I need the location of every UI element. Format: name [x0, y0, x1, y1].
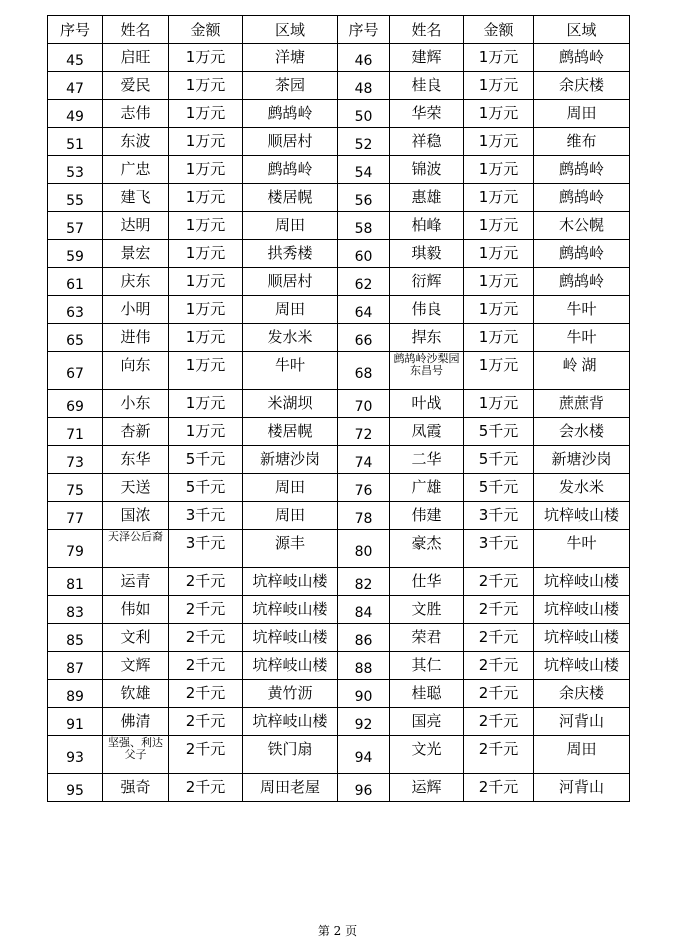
donor-name: 文光: [390, 736, 464, 774]
donor-name: 国亮: [390, 708, 464, 736]
header-index: 序号: [48, 16, 103, 44]
donation-amount: 1万元: [169, 352, 243, 390]
row-number: 86: [338, 624, 390, 652]
donor-area: 顺居村: [243, 268, 338, 296]
row-number: 83: [48, 596, 103, 624]
row-number: 60: [338, 240, 390, 268]
donor-name: 锦波: [390, 156, 464, 184]
table-row: [48, 296, 630, 324]
donor-name: 天送: [103, 474, 169, 502]
donation-amount: 1万元: [169, 44, 243, 72]
table-row: [48, 128, 630, 156]
donation-amount: 1万元: [464, 44, 534, 72]
row-number: 72: [338, 418, 390, 446]
donor-area: 洋塘: [243, 44, 338, 72]
table-row: [48, 446, 630, 474]
table-row: [48, 474, 630, 502]
donor-name: 广忠: [103, 156, 169, 184]
row-number: 81: [48, 568, 103, 596]
donor-name: 仕华: [390, 568, 464, 596]
donor-name: 文利: [103, 624, 169, 652]
donor-area: 蔗蔗背: [534, 390, 630, 418]
donor-name: 天泽公后裔: [103, 530, 169, 568]
donor-area: 坑梓岐山楼: [243, 596, 338, 624]
donor-name: 志伟: [103, 100, 169, 128]
table-row: [48, 44, 630, 72]
row-number: 53: [48, 156, 103, 184]
donor-area: 新塘沙岗: [534, 446, 630, 474]
donor-name: 小明: [103, 296, 169, 324]
donor-area: 周田: [243, 212, 338, 240]
row-number: 78: [338, 502, 390, 530]
donor-area: 坑梓岐山楼: [534, 596, 630, 624]
table-row: [48, 680, 630, 708]
donation-amount: 1万元: [169, 268, 243, 296]
donor-name: 爱民: [103, 72, 169, 100]
row-number: 90: [338, 680, 390, 708]
donor-area: 牛叶: [534, 324, 630, 352]
donor-name: 二华: [390, 446, 464, 474]
row-number: 61: [48, 268, 103, 296]
donor-name: 凤霞: [390, 418, 464, 446]
table-row: [48, 568, 630, 596]
donor-area: 周田: [243, 502, 338, 530]
donation-amount: 1万元: [169, 156, 243, 184]
row-number: 68: [338, 352, 390, 390]
donor-area: 牛叶: [534, 530, 630, 568]
header-name: 姓名: [390, 16, 464, 44]
donor-area: 坑梓岐山楼: [534, 624, 630, 652]
table-row: [48, 100, 630, 128]
donation-amount: 1万元: [464, 268, 534, 296]
donation-amount: 2千元: [464, 680, 534, 708]
row-number: 54: [338, 156, 390, 184]
donor-name: 鹧鸪岭沙梨园东昌号: [390, 352, 464, 390]
row-number: 94: [338, 736, 390, 774]
row-number: 91: [48, 708, 103, 736]
donor-area: 余庆楼: [534, 72, 630, 100]
donor-name: 东华: [103, 446, 169, 474]
donation-amount: 1万元: [169, 184, 243, 212]
donation-amount: 1万元: [464, 128, 534, 156]
donor-area: 新塘沙岗: [243, 446, 338, 474]
donation-amount: 3千元: [464, 530, 534, 568]
row-number: 80: [338, 530, 390, 568]
donor-name: 东波: [103, 128, 169, 156]
header-area: 区域: [534, 16, 630, 44]
row-number: 79: [48, 530, 103, 568]
donor-area: 周田: [243, 474, 338, 502]
row-number: 64: [338, 296, 390, 324]
donor-name: 国浓: [103, 502, 169, 530]
donation-amount: 1万元: [169, 240, 243, 268]
row-number: 59: [48, 240, 103, 268]
donation-amount: 1万元: [464, 100, 534, 128]
donor-area: 楼居幌: [243, 418, 338, 446]
donation-amount: 2千元: [464, 774, 534, 802]
row-number: 88: [338, 652, 390, 680]
table-row: [48, 240, 630, 268]
donor-area: 周田: [534, 736, 630, 774]
donor-name: 叶战: [390, 390, 464, 418]
donor-name: 建辉: [390, 44, 464, 72]
row-number: 82: [338, 568, 390, 596]
header-amount: 金额: [464, 16, 534, 44]
table-row: [48, 352, 630, 390]
donor-name: 桂聪: [390, 680, 464, 708]
row-number: 62: [338, 268, 390, 296]
donor-area: 铁门扇: [243, 736, 338, 774]
donation-amount: 2千元: [464, 736, 534, 774]
table-row: [48, 184, 630, 212]
donation-amount: 2千元: [169, 624, 243, 652]
donor-name: 庆东: [103, 268, 169, 296]
donor-area: 发水米: [243, 324, 338, 352]
donation-amount: 2千元: [464, 596, 534, 624]
row-number: 46: [338, 44, 390, 72]
donor-name: 景宏: [103, 240, 169, 268]
row-number: 77: [48, 502, 103, 530]
donor-name: 华荣: [390, 100, 464, 128]
donor-area: 坑梓岐山楼: [534, 502, 630, 530]
header-area: 区域: [243, 16, 338, 44]
table-row: [48, 212, 630, 240]
donor-area: 鹧鸪岭: [243, 100, 338, 128]
donor-name: 佛清: [103, 708, 169, 736]
donor-area: 楼居幌: [243, 184, 338, 212]
row-number: 48: [338, 72, 390, 100]
donor-area: 米湖坝: [243, 390, 338, 418]
donor-area: 牛叶: [534, 296, 630, 324]
row-number: 65: [48, 324, 103, 352]
donation-amount: 2千元: [169, 652, 243, 680]
table-row: [48, 596, 630, 624]
donation-amount: 1万元: [464, 324, 534, 352]
donation-amount: 1万元: [464, 212, 534, 240]
row-number: 75: [48, 474, 103, 502]
donation-amount: 1万元: [169, 296, 243, 324]
donor-area: 鹧鸪岭: [534, 184, 630, 212]
row-number: 87: [48, 652, 103, 680]
donor-name: 惠雄: [390, 184, 464, 212]
donor-table: [47, 15, 630, 802]
row-number: 47: [48, 72, 103, 100]
donor-area: 周田: [243, 296, 338, 324]
donor-name: 捍东: [390, 324, 464, 352]
donor-name: 伟如: [103, 596, 169, 624]
donor-name: 强奇: [103, 774, 169, 802]
donor-name: 广雄: [390, 474, 464, 502]
row-number: 51: [48, 128, 103, 156]
donor-area: 鹧鸪岭: [534, 156, 630, 184]
donation-amount: 2千元: [464, 652, 534, 680]
donor-area: 黄竹沥: [243, 680, 338, 708]
donation-amount: 2千元: [169, 774, 243, 802]
donation-amount: 2千元: [464, 568, 534, 596]
row-number: 96: [338, 774, 390, 802]
row-number: 71: [48, 418, 103, 446]
header-name: 姓名: [103, 16, 169, 44]
row-number: 84: [338, 596, 390, 624]
table-row: [48, 530, 630, 568]
header-row: [48, 16, 630, 44]
table-row: [48, 418, 630, 446]
donation-amount: 1万元: [464, 156, 534, 184]
row-number: 73: [48, 446, 103, 474]
donation-amount: 2千元: [169, 736, 243, 774]
donor-name: 进伟: [103, 324, 169, 352]
donor-name: 荣君: [390, 624, 464, 652]
donor-name: 伟建: [390, 502, 464, 530]
donor-name: 伟良: [390, 296, 464, 324]
donation-amount: 2千元: [169, 680, 243, 708]
row-number: 55: [48, 184, 103, 212]
donor-area: 坑梓岐山楼: [243, 708, 338, 736]
donation-amount: 1万元: [169, 324, 243, 352]
donor-name: 衍辉: [390, 268, 464, 296]
donation-amount: 1万元: [169, 418, 243, 446]
table-row: [48, 156, 630, 184]
donor-name: 运青: [103, 568, 169, 596]
donor-name: 启旺: [103, 44, 169, 72]
donation-amount: 2千元: [464, 624, 534, 652]
donor-area: 坑梓岐山楼: [243, 652, 338, 680]
table-row: [48, 324, 630, 352]
row-number: 66: [338, 324, 390, 352]
row-number: 67: [48, 352, 103, 390]
donor-area: 牛叶: [243, 352, 338, 390]
donation-amount: 5千元: [464, 474, 534, 502]
donation-amount: 1万元: [464, 72, 534, 100]
table-row: [48, 390, 630, 418]
donation-amount: 1万元: [464, 184, 534, 212]
row-number: 93: [48, 736, 103, 774]
row-number: 57: [48, 212, 103, 240]
table-row: [48, 736, 630, 774]
row-number: 70: [338, 390, 390, 418]
row-number: 74: [338, 446, 390, 474]
donor-area: 余庆楼: [534, 680, 630, 708]
donor-name: 钦雄: [103, 680, 169, 708]
donation-amount: 5千元: [464, 418, 534, 446]
row-number: 56: [338, 184, 390, 212]
row-number: 85: [48, 624, 103, 652]
donation-amount: 1万元: [169, 390, 243, 418]
row-number: 89: [48, 680, 103, 708]
donation-amount: 1万元: [464, 390, 534, 418]
donor-name: 祥稳: [390, 128, 464, 156]
table-row: [48, 708, 630, 736]
donation-amount: 3千元: [169, 502, 243, 530]
donor-name: 向东: [103, 352, 169, 390]
donor-area: 维布: [534, 128, 630, 156]
donation-amount: 2千元: [169, 568, 243, 596]
donor-name: 其仁: [390, 652, 464, 680]
donor-area: 会水楼: [534, 418, 630, 446]
donation-amount: 1万元: [169, 100, 243, 128]
row-number: 58: [338, 212, 390, 240]
header-amount: 金额: [169, 16, 243, 44]
donation-amount: 1万元: [464, 296, 534, 324]
donation-amount: 2千元: [464, 708, 534, 736]
donation-amount: 1万元: [464, 240, 534, 268]
donor-area: 周田老屋: [243, 774, 338, 802]
donor-name: 杏新: [103, 418, 169, 446]
donor-area: 河背山: [534, 774, 630, 802]
row-number: 50: [338, 100, 390, 128]
donor-area: 河背山: [534, 708, 630, 736]
donation-amount: 1万元: [169, 128, 243, 156]
donor-area: 坑梓岐山楼: [243, 568, 338, 596]
row-number: 49: [48, 100, 103, 128]
donation-amount: 5千元: [169, 446, 243, 474]
row-number: 95: [48, 774, 103, 802]
table-row: [48, 652, 630, 680]
donation-amount: 3千元: [464, 502, 534, 530]
table-row: [48, 774, 630, 802]
donor-name: 豪杰: [390, 530, 464, 568]
table-row: [48, 268, 630, 296]
donor-area: 茶园: [243, 72, 338, 100]
donor-area: 顺居村: [243, 128, 338, 156]
donor-area: 鹧鸪岭: [534, 268, 630, 296]
donation-amount: 5千元: [464, 446, 534, 474]
row-number: 63: [48, 296, 103, 324]
donation-amount: 5千元: [169, 474, 243, 502]
donor-area: 木公幌: [534, 212, 630, 240]
donor-name: 小东: [103, 390, 169, 418]
donation-amount: 2千元: [169, 596, 243, 624]
donor-area: 坑梓岐山楼: [534, 652, 630, 680]
donor-name: 柏峰: [390, 212, 464, 240]
row-number: 45: [48, 44, 103, 72]
donor-name: 达明: [103, 212, 169, 240]
donor-name: 文胜: [390, 596, 464, 624]
donor-area: 鹧鸪岭: [534, 240, 630, 268]
donor-name: 运辉: [390, 774, 464, 802]
donor-area: 鹧鸪岭: [534, 44, 630, 72]
row-number: 92: [338, 708, 390, 736]
table-body: [48, 44, 630, 802]
donor-area: 岭湖: [534, 352, 630, 390]
row-number: 69: [48, 390, 103, 418]
donor-area: 鹧鸪岭: [243, 156, 338, 184]
donor-area: 拱秀楼: [243, 240, 338, 268]
header-index: 序号: [338, 16, 390, 44]
donor-name: 坚强、利达父子: [103, 736, 169, 774]
table-row: [48, 624, 630, 652]
table-row: [48, 72, 630, 100]
donor-area: 周田: [534, 100, 630, 128]
page-number: 第 2 页: [317, 924, 358, 938]
donor-area: 坑梓岐山楼: [243, 624, 338, 652]
donor-name: 桂良: [390, 72, 464, 100]
donor-area: 源丰: [243, 530, 338, 568]
donor-area: 发水米: [534, 474, 630, 502]
donation-amount: 3千元: [169, 530, 243, 568]
donation-amount: 1万元: [169, 72, 243, 100]
donor-name: 琪毅: [390, 240, 464, 268]
table-row: [48, 502, 630, 530]
donor-name: 文辉: [103, 652, 169, 680]
donor-name: 建飞: [103, 184, 169, 212]
donation-amount: 1万元: [464, 352, 534, 390]
donor-area: 坑梓岐山楼: [534, 568, 630, 596]
donation-amount: 2千元: [169, 708, 243, 736]
row-number: 52: [338, 128, 390, 156]
row-number: 76: [338, 474, 390, 502]
donation-amount: 1万元: [169, 212, 243, 240]
